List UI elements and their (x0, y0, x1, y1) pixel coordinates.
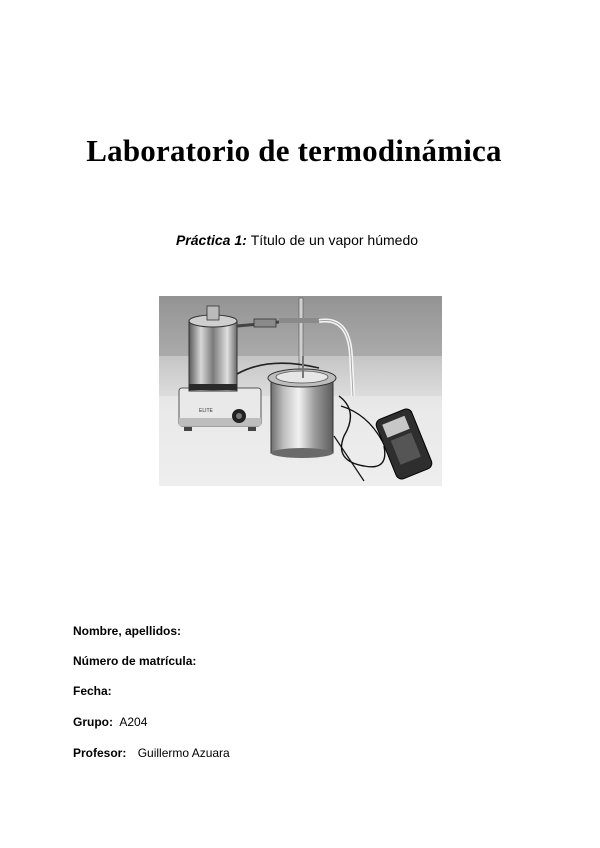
lab-equipment-illustration (159, 296, 442, 486)
field-nombre (73, 624, 181, 638)
hot-plate-brand: ELITE (199, 408, 213, 414)
field-value: A204 (119, 715, 148, 729)
field-label: Grupo: (73, 715, 113, 729)
hot-plate (179, 388, 261, 431)
practice-subtitle (0, 232, 594, 248)
field-profesor (73, 746, 230, 760)
steel-vessel (189, 306, 237, 391)
field-label: Fecha: (73, 684, 112, 698)
calorimeter (268, 356, 336, 458)
field-label: Número de matrícula: (73, 654, 197, 668)
document-title: Laboratorio de termodinámica (86, 133, 502, 168)
field-grupo (73, 715, 147, 729)
practice-number: Práctica 1: (175, 232, 247, 248)
practice-name: Título de un vapor húmedo (250, 232, 419, 248)
field-fecha (73, 684, 112, 698)
field-value: Guillermo Azuara (137, 746, 230, 760)
field-label: Profesor: (73, 746, 127, 760)
lab-equipment-photo (159, 296, 442, 486)
field-label: Nombre, apellidos: (73, 624, 182, 638)
field-matricula (73, 654, 196, 668)
